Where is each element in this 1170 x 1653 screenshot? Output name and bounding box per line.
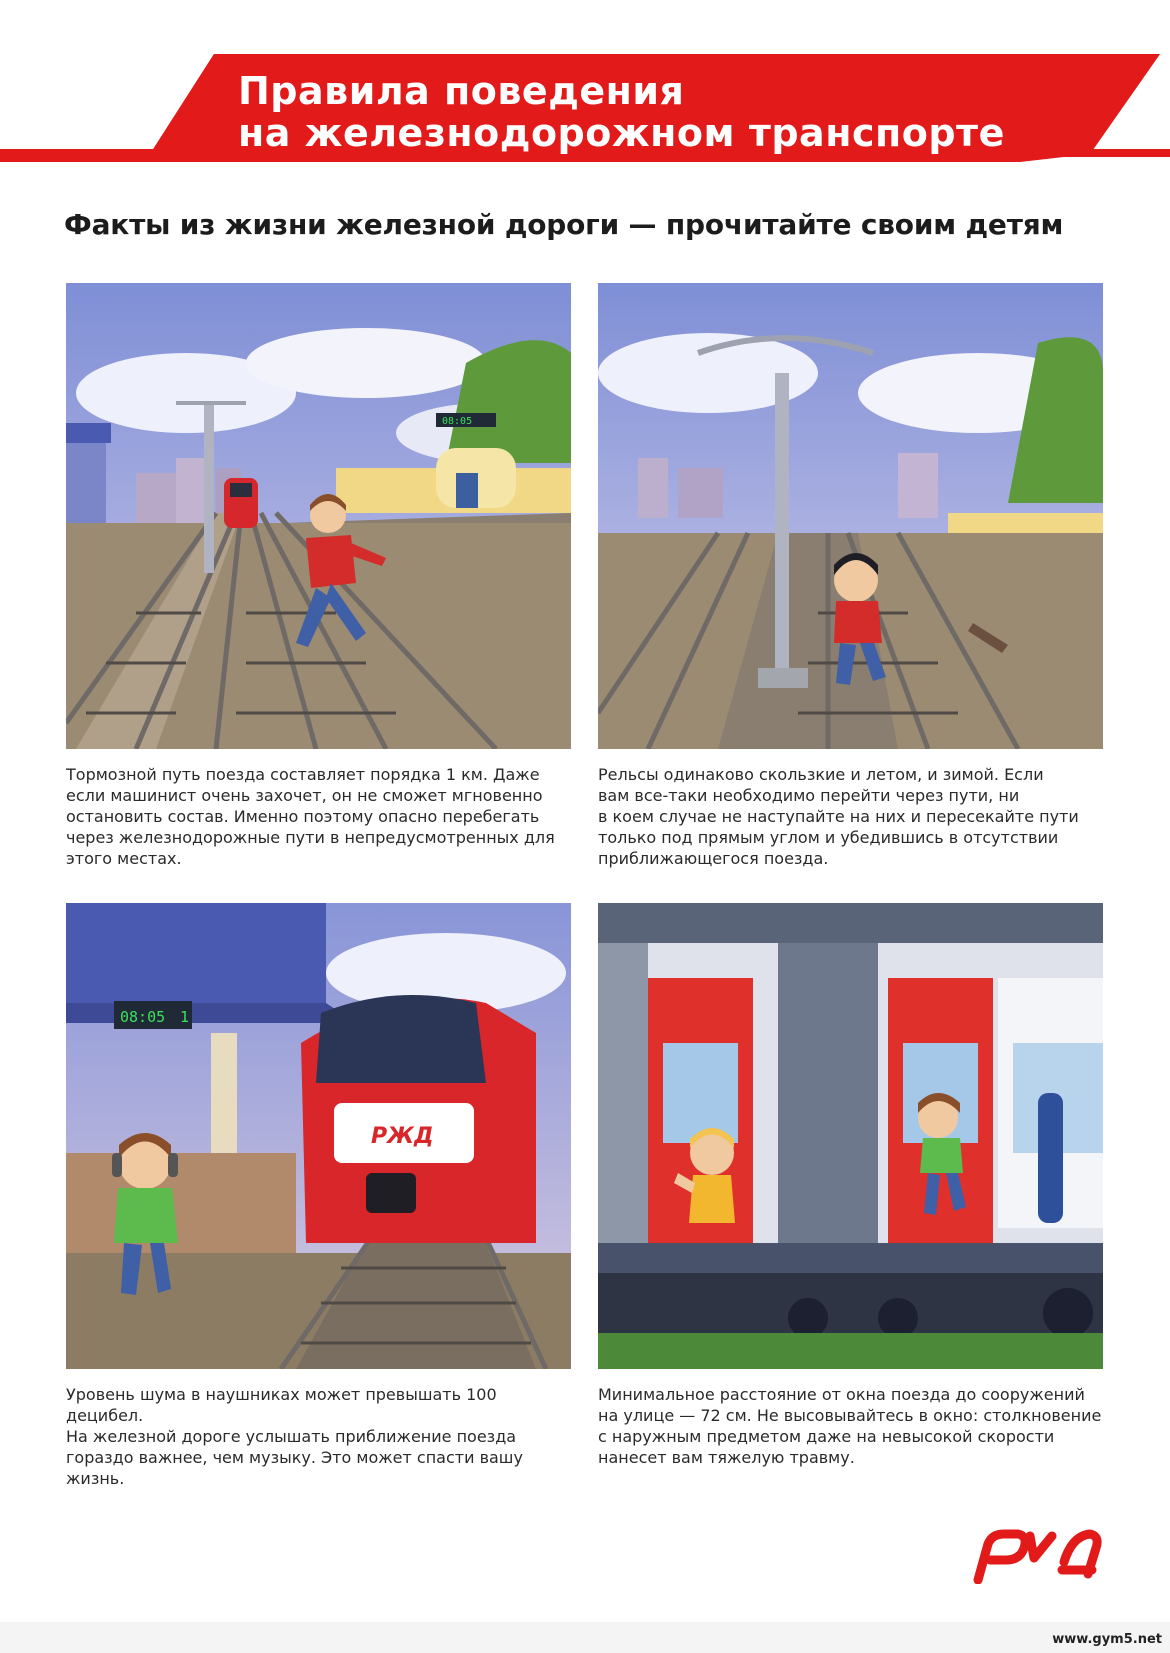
panel-1-caption: Тормозной путь поезда составляет порядка 1 км. Даже если машинист очень захочет, он не сможет мгновенно остановить состав. Именно поэтому опасно перебегать через железнодорожные пути в непредусмотренных для этого местах. [66, 765, 555, 868]
illustration-panel-1 [66, 283, 571, 749]
illustration-panel-4 [598, 903, 1103, 1369]
boy-on-rails-illustration [598, 283, 1103, 749]
illustration-panel-2 [598, 283, 1103, 749]
rzd-logo-mark [968, 1518, 1106, 1584]
panel-3-caption: Уровень шума в наушниках может превышать 100 децибел. На железной дороге услышать приближение поезда гораздо важнее, чем музыку. Это может спасти вашу жизнь. [66, 1385, 523, 1488]
watermark: www.gym5.net [1052, 1632, 1162, 1647]
footer-strip [0, 1622, 1170, 1653]
header-banner [0, 50, 1170, 170]
svg-text:РЖД: РЖД [371, 1124, 434, 1149]
page-subtitle: Факты из жизни железной дороги — прочитайте своим детям [64, 208, 1064, 241]
boy-headphones-train-illustration [66, 903, 571, 1369]
rzd-logo [968, 1518, 1106, 1584]
page-title-line1: Правила поведения [238, 69, 685, 113]
page-title-line2: на железнодорожном транспорте [238, 111, 1005, 155]
departure-board-text: 08:05 [442, 416, 473, 427]
illustration-panel-3 [66, 903, 571, 1369]
page-title [238, 70, 1038, 154]
board-time: 08:05 [120, 1008, 166, 1026]
board-track: 1 [180, 1008, 190, 1026]
boy-crossing-tracks-illustration [66, 283, 571, 749]
children-at-train-windows-illustration [598, 903, 1103, 1369]
panel-4-caption: Минимальное расстояние от окна поезда до сооружений на улице — 72 см. Не высовывайтесь в окно: столкновение с наружным предметом даже на невысокой скорости нанесет вам тяжелую травму. [598, 1385, 1102, 1467]
panel-2-caption: Рельсы одинаково скользкие и летом, и зимой. Если вам все-таки необходимо перейти через пути, ни в коем случае не наступайте на них и пересекайте пути только под прямым углом и убедившись в отсутствии приближающегося поезда. [598, 765, 1079, 868]
